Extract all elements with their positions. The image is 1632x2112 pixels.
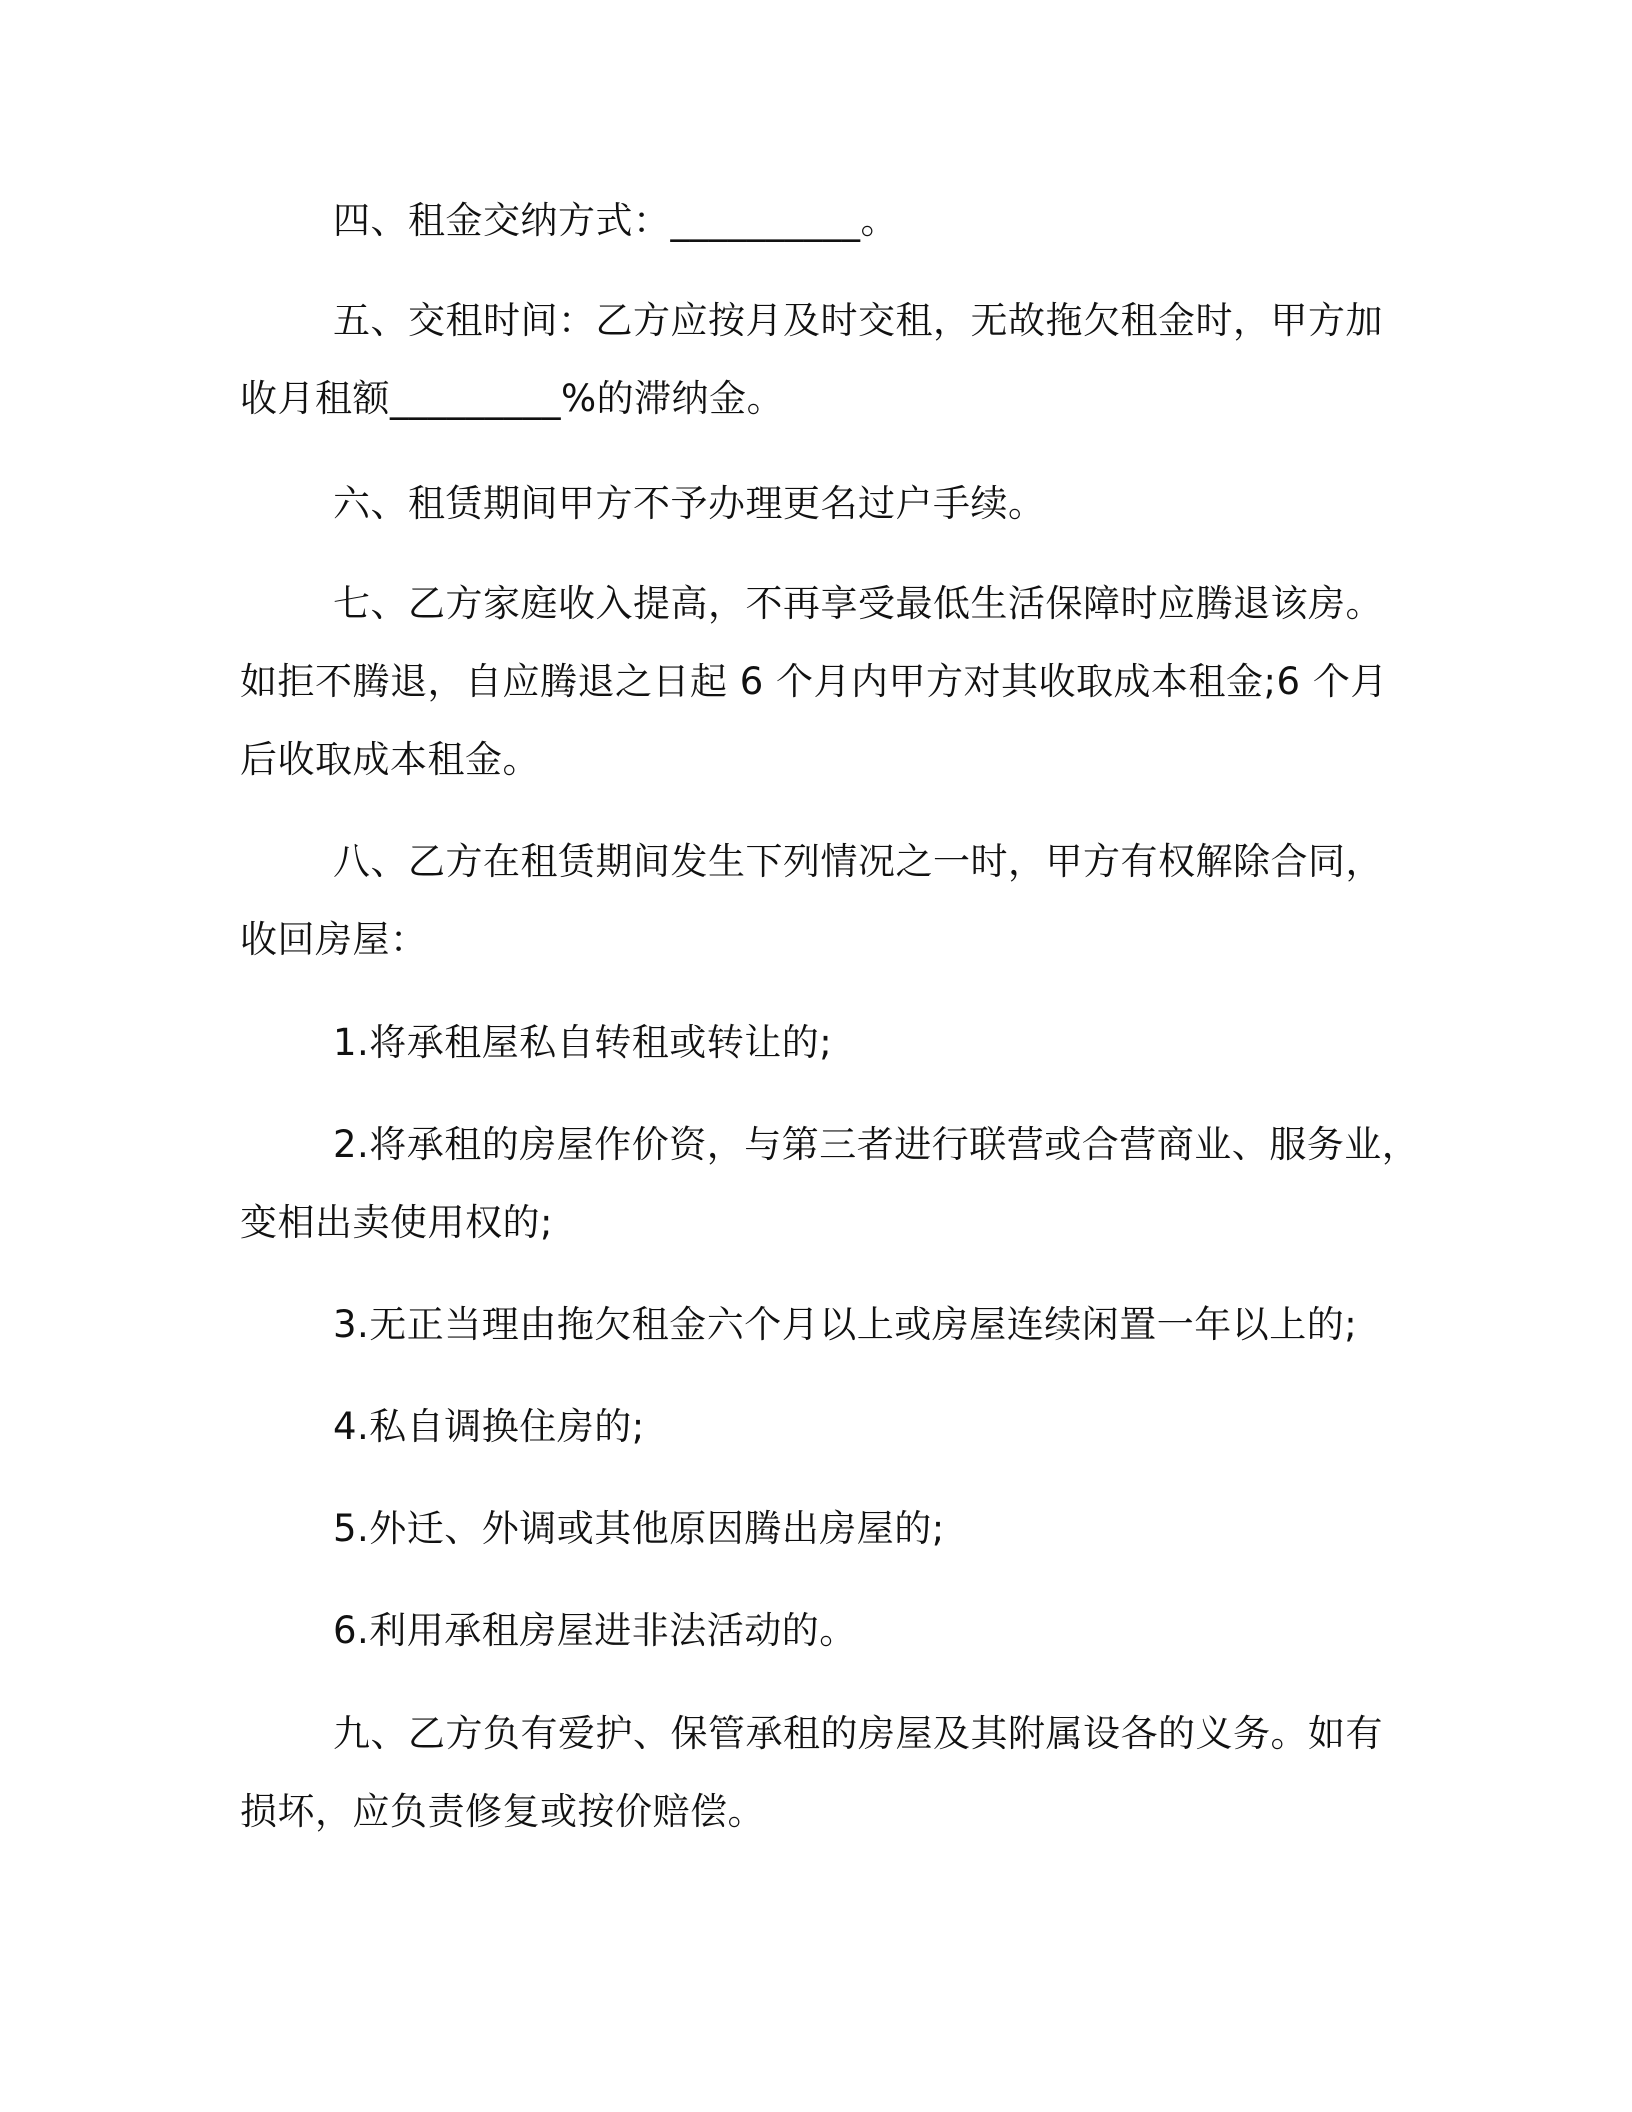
clause-7-income-line-3: 后收取成本租金。 bbox=[240, 738, 540, 781]
list-item-2-line-1: 2.将承租的房屋作价资，与第三者进行联营或合营商业、服务业， bbox=[333, 1123, 1420, 1166]
clause-8-termination-line-1: 八、乙方在租赁期间发生下列情况之一时，甲方有权解除合同， bbox=[333, 840, 1383, 883]
clause-7-income-line-2: 如拒不腾退，自应腾退之日起 6 个月内甲方对其收取成本租金;6 个月 bbox=[240, 660, 1388, 703]
clause-7-income-line-1: 七、乙方家庭收入提高，不再享受最低生活保障时应腾退该房。 bbox=[333, 582, 1383, 625]
list-item-6: 6.利用承租房屋进非法活动的。 bbox=[333, 1609, 857, 1652]
clause-8-termination-line-2: 收回房屋： bbox=[240, 918, 428, 961]
list-item-3: 3.无正当理由拖欠租金六个月以上或房屋连续闲置一年以上的; bbox=[333, 1303, 1358, 1346]
clause-5-rent-time-line-1: 五、交租时间：乙方应按月及时交租，无故拖欠租金时，甲方加 bbox=[333, 299, 1383, 342]
list-item-4: 4.私自调换住房的; bbox=[333, 1405, 645, 1448]
clause-9-maintenance-line-1: 九、乙方负有爱护、保管承租的房屋及其附属设各的义务。如有 bbox=[333, 1712, 1383, 1755]
clause-5-rent-time-line-2: 收月租额_________%的滞纳金。 bbox=[240, 377, 785, 420]
list-item-2-line-2: 变相出卖使用权的; bbox=[240, 1201, 553, 1244]
clause-9-maintenance-line-2: 损坏，应负责修复或按价赔偿。 bbox=[240, 1790, 765, 1833]
clause-6-no-transfer: 六、租赁期间甲方不予办理更名过户手续。 bbox=[333, 482, 1046, 525]
clause-4-rent-payment-method: 四、租金交纳方式：__________。 bbox=[333, 199, 898, 242]
list-item-5: 5.外迁、外调或其他原因腾出房屋的; bbox=[333, 1507, 945, 1550]
list-item-1: 1.将承租屋私自转租或转让的; bbox=[333, 1021, 833, 1064]
